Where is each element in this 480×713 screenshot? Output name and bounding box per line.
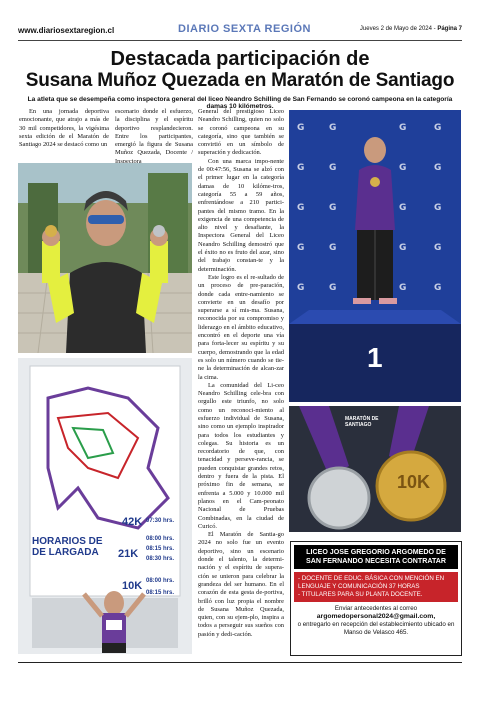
map-distance-10k: 10K [122, 580, 143, 592]
ad-contact [291, 605, 461, 637]
photo-podium [289, 110, 461, 402]
svg-text:G: G [399, 203, 407, 213]
svg-text:G: G [434, 243, 442, 253]
header-divider [18, 40, 462, 41]
footer-divider [18, 662, 462, 663]
ad-item: - DOCENTE DE EDUC. BÁSICA CON MENCIÓN EN LENGUAJE Y COMUNICACIÓN 37 HORAS [298, 575, 445, 590]
svg-text:G: G [434, 163, 442, 173]
map-distance-42k: 42K [122, 516, 143, 528]
svg-text:G: G [434, 203, 442, 213]
svg-text:G: G [329, 203, 337, 213]
article-column-1 [19, 108, 109, 163]
article-headline: Destacada participación de Susana Muñoz Quezada en Maratón de Santiago [25, 48, 455, 91]
podium-number: 1 [367, 342, 383, 373]
newspaper-name: DIARIO SEXTA REGIÓN [178, 23, 311, 35]
article-lede: La atleta que se desempeña como inspectora general del liceo Neandro Schilling de San Fernando se coronó campeona en la categoría damas 10 kilómetros. [27, 96, 453, 110]
photo-athlete-park [18, 163, 192, 353]
paragraph: En una jornada deportiva emocionante, que atrajo a más de 30 mil competidores, la vigésima sexta edición de el Maratón de Santiago 2024 se destacó como un [19, 108, 109, 149]
job-advertisement [290, 541, 462, 656]
svg-text:G: G [297, 123, 305, 133]
paragraph: escenario donde el esfuerzo, la disciplina y el espíritu deportivo resplandecieron. Entre los participantes, emergió la figura de Susana Muñoz Quezada, Docente / Inspectora [115, 108, 193, 163]
page-number: Página 7 [437, 26, 462, 32]
svg-text:G: G [329, 283, 337, 293]
paragraph: General del prestigioso Liceo Neandro Schilling, quien no solo se coronó campeona en su categoría, sino que también se convirtió en un símbolo de superación y dedicación. [198, 108, 284, 157]
svg-text:G: G [399, 123, 407, 133]
map-time: 08:15 hrs. [146, 590, 175, 596]
svg-text:G: G [297, 283, 305, 293]
map-time: 08:00 hrs. [146, 536, 175, 542]
ad-address: o entregarlo en recepción del establecimiento ubicado en Manso de Velasco 465. [297, 621, 455, 636]
site-url[interactable]: www.diariosextaregion.cl [18, 26, 115, 35]
paragraph: Este logro es el re-sultado de un proceso de pre-paración, donde cada entre-namiento se convierte en un desafío por superarse a sí mis-ma. Susana, reconocida por su compromiso y liderazgo en el ámbito educativo, encontró en el deporte una vía para forta-lecer su espíritu y su cuerpo, demostrando que la edad es solo un número cuando se tie-ne la determinación de alcan-zar la cima. [198, 273, 284, 381]
page-header [18, 16, 462, 40]
paragraph: El Maratón de Santia-go 2024 no solo fue un evento deportivo, sino un escenario donde el talento, la determi-nación y el espíritu de supera-ción se unieron para celebrar la grandeza del ser humano. En el corazón de esta gesta de-portiva, brilló con luz propia el nombre de Susana Muñoz Quezada, quien, con su ejem-plo, inspira a todos a perseguir sus sueños con pasión y dedi-cación. [198, 531, 284, 638]
svg-text:G: G [399, 243, 407, 253]
svg-text:G: G [329, 123, 337, 133]
svg-text:G: G [329, 243, 337, 253]
ad-send-text: Enviar antecedentes al correo [334, 605, 418, 612]
photo-medals [289, 406, 461, 532]
svg-text:G: G [297, 203, 305, 213]
svg-text:G: G [434, 123, 442, 133]
ad-heading: LICEO JOSE GREGORIO ARGOMEDO DE SAN FERNANDO NECESITA CONTRATAR [294, 545, 458, 569]
paragraph: La comunidad del Li-ceo Neandro Schilling cele-bra con orgullo este triunfo, no solo como un reconoci-miento al esfuerzo individual de Susana, sino como un ejemplo inspirador para todos los estudiantes y colegas. Su historia es un recordatorio de que, con tenacidad y perseve-rancia, se pueden conquistar grandes retos, dentro y fuera de la pista. El próximo fin de semana, se enfrenta a 5.000 y 10.000 mil planos en el Cam-peonato Nacional de Pruebas Combinadas, en la ciudad de Curicó. [198, 381, 284, 530]
ad-item: - TITULARES PARA SU PLANTA DOCENTE. [298, 591, 423, 598]
map-time: 08:30 hrs. [146, 556, 175, 562]
race-map-illustration [18, 358, 192, 654]
athlete-park-illustration [18, 163, 192, 353]
svg-text:G: G [297, 243, 305, 253]
svg-text:G: G [399, 283, 407, 293]
map-time: 07:30 hrs. [146, 518, 175, 524]
svg-text:G: G [329, 163, 337, 173]
ad-email-link[interactable]: argomedopersonal2024@gmail.com, [316, 613, 436, 620]
map-time: 08:00 hrs. [146, 578, 175, 584]
medal-label: MARATÓN DE SANTIAGO [345, 416, 379, 428]
paragraph: Con una marca impo-nente de 00:47:56, Susana se alzó con el primer lugar en la categoría damas de 10 kilóme-tros, categoría 55 a 59 años, enfrentándose a 210 partici-pantes del mismo tramo. En la exigencia de una competencia de alto nivel y desafiante, la Inspectora General del Liceo Neandro Schilling demostró que el éxito no es fruto del azar, sino del trabajo constan-te y la determinación. [198, 157, 284, 273]
svg-text:G: G [434, 283, 442, 293]
svg-text:G: G [297, 163, 305, 173]
map-distance-21k: 21K [118, 548, 139, 560]
ad-requirements [294, 572, 458, 602]
svg-text:G: G [399, 163, 407, 173]
article-column-2 [115, 108, 193, 163]
issue-date: Jueves 2 de Mayo de 2024 - Página 7 [359, 26, 462, 32]
medal-distance: 10K [397, 472, 431, 492]
photo-race-map [18, 358, 192, 654]
map-title: HORARIOS DE DE LARGADA [32, 536, 103, 558]
article-column-3 [198, 108, 284, 652]
map-time: 08:15 hrs. [146, 546, 175, 552]
